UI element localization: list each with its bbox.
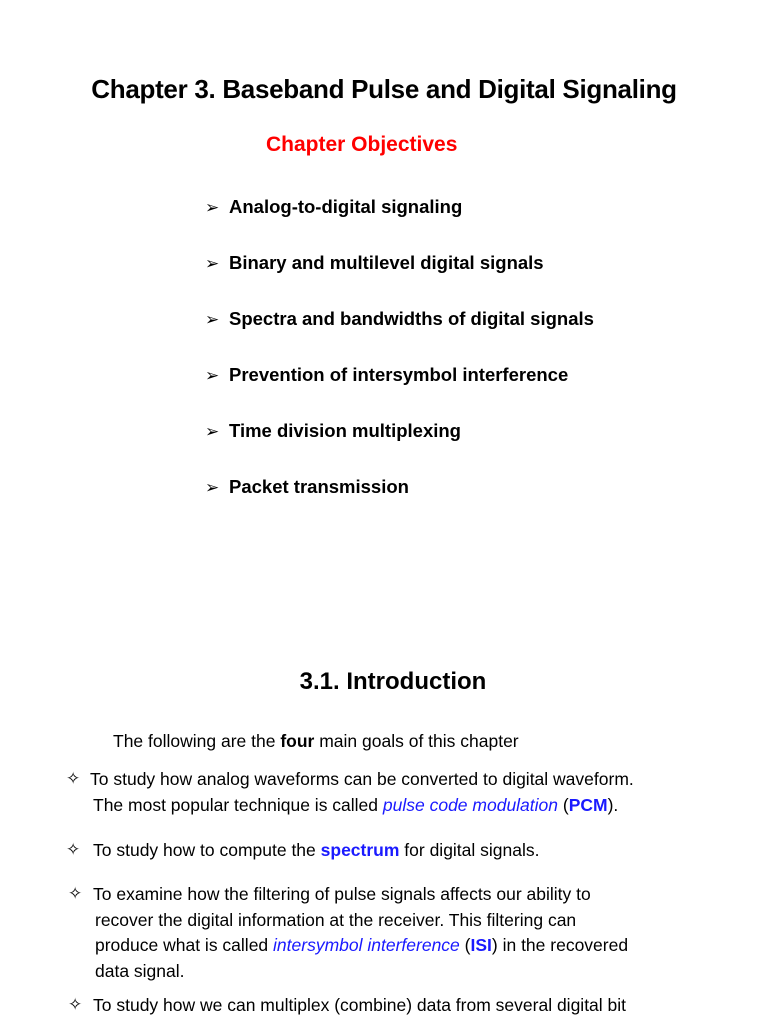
star-bullet-icon: ✧ [68,884,83,903]
goal-text: ) in the recovered [491,935,629,955]
term-link: intersymbol interference [273,935,460,955]
intro-paragraph [113,731,519,752]
goal-text: ( [558,794,569,815]
goal-text: produce what is called [95,935,274,955]
objectives-heading: Chapter Objectives [266,133,458,156]
arrow-bullet-icon: ➢ [205,478,220,497]
goal-line: To study how analog waveforms can be converted to digital waveform. [90,769,634,789]
chapter-title: Chapter 3. Baseband Pulse and Digital Signaling [91,74,677,104]
term-link: spectrum [320,840,400,860]
intro-text: main goals of this chapter [314,731,519,751]
objective-text: Spectra and bandwidths of digital signals [229,308,594,329]
objective-text: Analog-to-digital signaling [229,196,463,217]
abbreviation: PCM [568,794,608,815]
star-bullet-icon: ✧ [66,769,81,788]
abbreviation: ISI [470,935,492,955]
objective-item [205,476,409,498]
arrow-bullet-icon: ➢ [205,310,220,329]
arrow-bullet-icon: ➢ [205,254,220,273]
objective-text: Prevention of intersymbol interference [229,364,569,385]
goal-item [93,993,626,1019]
goal-text: To study how to compute the [93,840,321,860]
objective-text: Packet transmission [229,476,409,497]
goal-line: To examine how the filtering of pulse signals affects our ability to [93,884,591,904]
goal-line: To study how we can multiplex (combine) data from several digital bit [93,995,627,1015]
intro-emphasis: four [280,731,315,751]
goal-line [90,793,634,819]
objective-item [205,308,594,330]
arrow-bullet-icon: ➢ [205,366,220,385]
objective-item [205,364,568,386]
goal-text: ( [459,935,471,955]
arrow-bullet-icon: ➢ [205,422,220,441]
goal-item [93,882,628,984]
objective-text: Time division multiplexing [229,420,461,441]
goal-line: recover the digital information at the receiver. This filtering can [95,909,577,930]
section-heading: 3.1. Introduction [299,668,487,695]
objective-item [205,196,462,218]
term-link: pulse code modulation [382,794,559,815]
goal-line [93,933,628,959]
objective-item [205,252,544,274]
goal-line: data signal. [95,960,185,981]
star-bullet-icon: ✧ [66,840,81,859]
arrow-bullet-icon: ➢ [205,198,220,217]
goal-item [93,838,540,864]
goal-text: ). [607,794,619,815]
intro-text: The following are the [113,731,281,751]
objective-text: Binary and multilevel digital signals [229,252,544,273]
goal-text: for digital signals. [399,840,540,860]
goal-item [90,767,634,818]
star-bullet-icon: ✧ [68,995,83,1014]
goal-text: The most popular technique is called [93,794,383,815]
objective-item [205,420,461,442]
